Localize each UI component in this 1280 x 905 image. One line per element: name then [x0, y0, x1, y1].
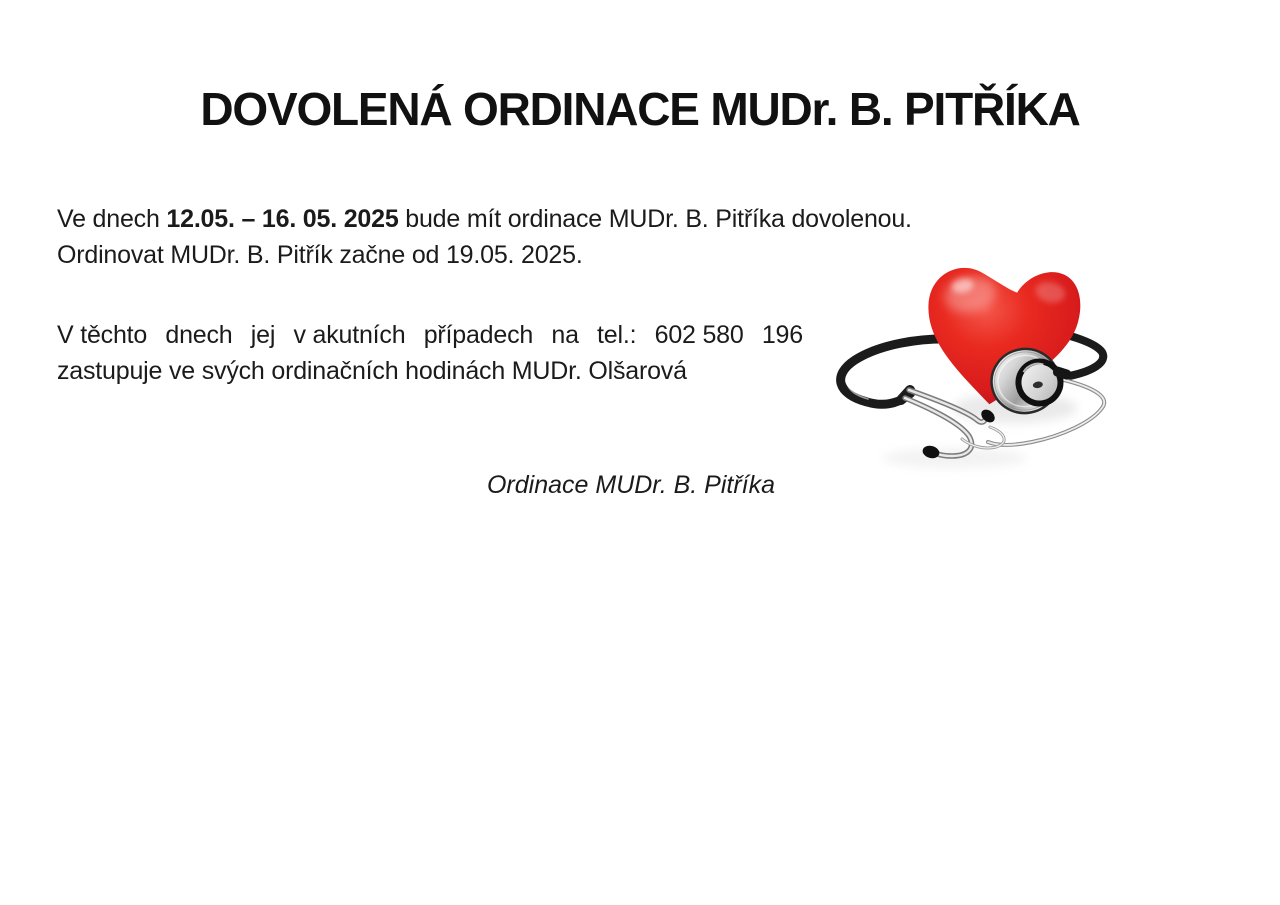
word: případech: [423, 321, 534, 349]
word: jej: [250, 321, 276, 349]
word: na: [551, 321, 579, 349]
word: V těchto: [57, 321, 148, 349]
heart-stethoscope-image: [810, 240, 1130, 490]
word: dnech: [165, 321, 233, 349]
paragraph-substitute-doctor: zastupuje ve svých ordinačních hodinách MUDr. Olšarová: [57, 357, 687, 385]
vacation-dates-range: 12.05. – 16. 05. 2025: [166, 205, 399, 233]
vacation-dates-suffix: bude mít ordinace MUDr. B. Pitříka dovolenou.: [398, 205, 912, 233]
document-title: DOVOLENÁ ORDINACE MUDr. B. PITŘÍKA: [200, 83, 1080, 135]
phone-number-part: 196: [761, 321, 803, 349]
phone-number-part: 602 580: [654, 321, 744, 349]
paragraph-substitute-justified-line: [57, 317, 803, 353]
vacation-dates-prefix: Ve dnech: [57, 205, 167, 233]
signature-line: Ordinace MUDr. B. Pitříka: [486, 471, 776, 499]
vacation-resume-line: Ordinovat MUDr. B. Pitřík začne od 19.05. 2025.: [57, 241, 583, 269]
word: v akutních: [293, 321, 406, 349]
word: tel.:: [597, 321, 637, 349]
